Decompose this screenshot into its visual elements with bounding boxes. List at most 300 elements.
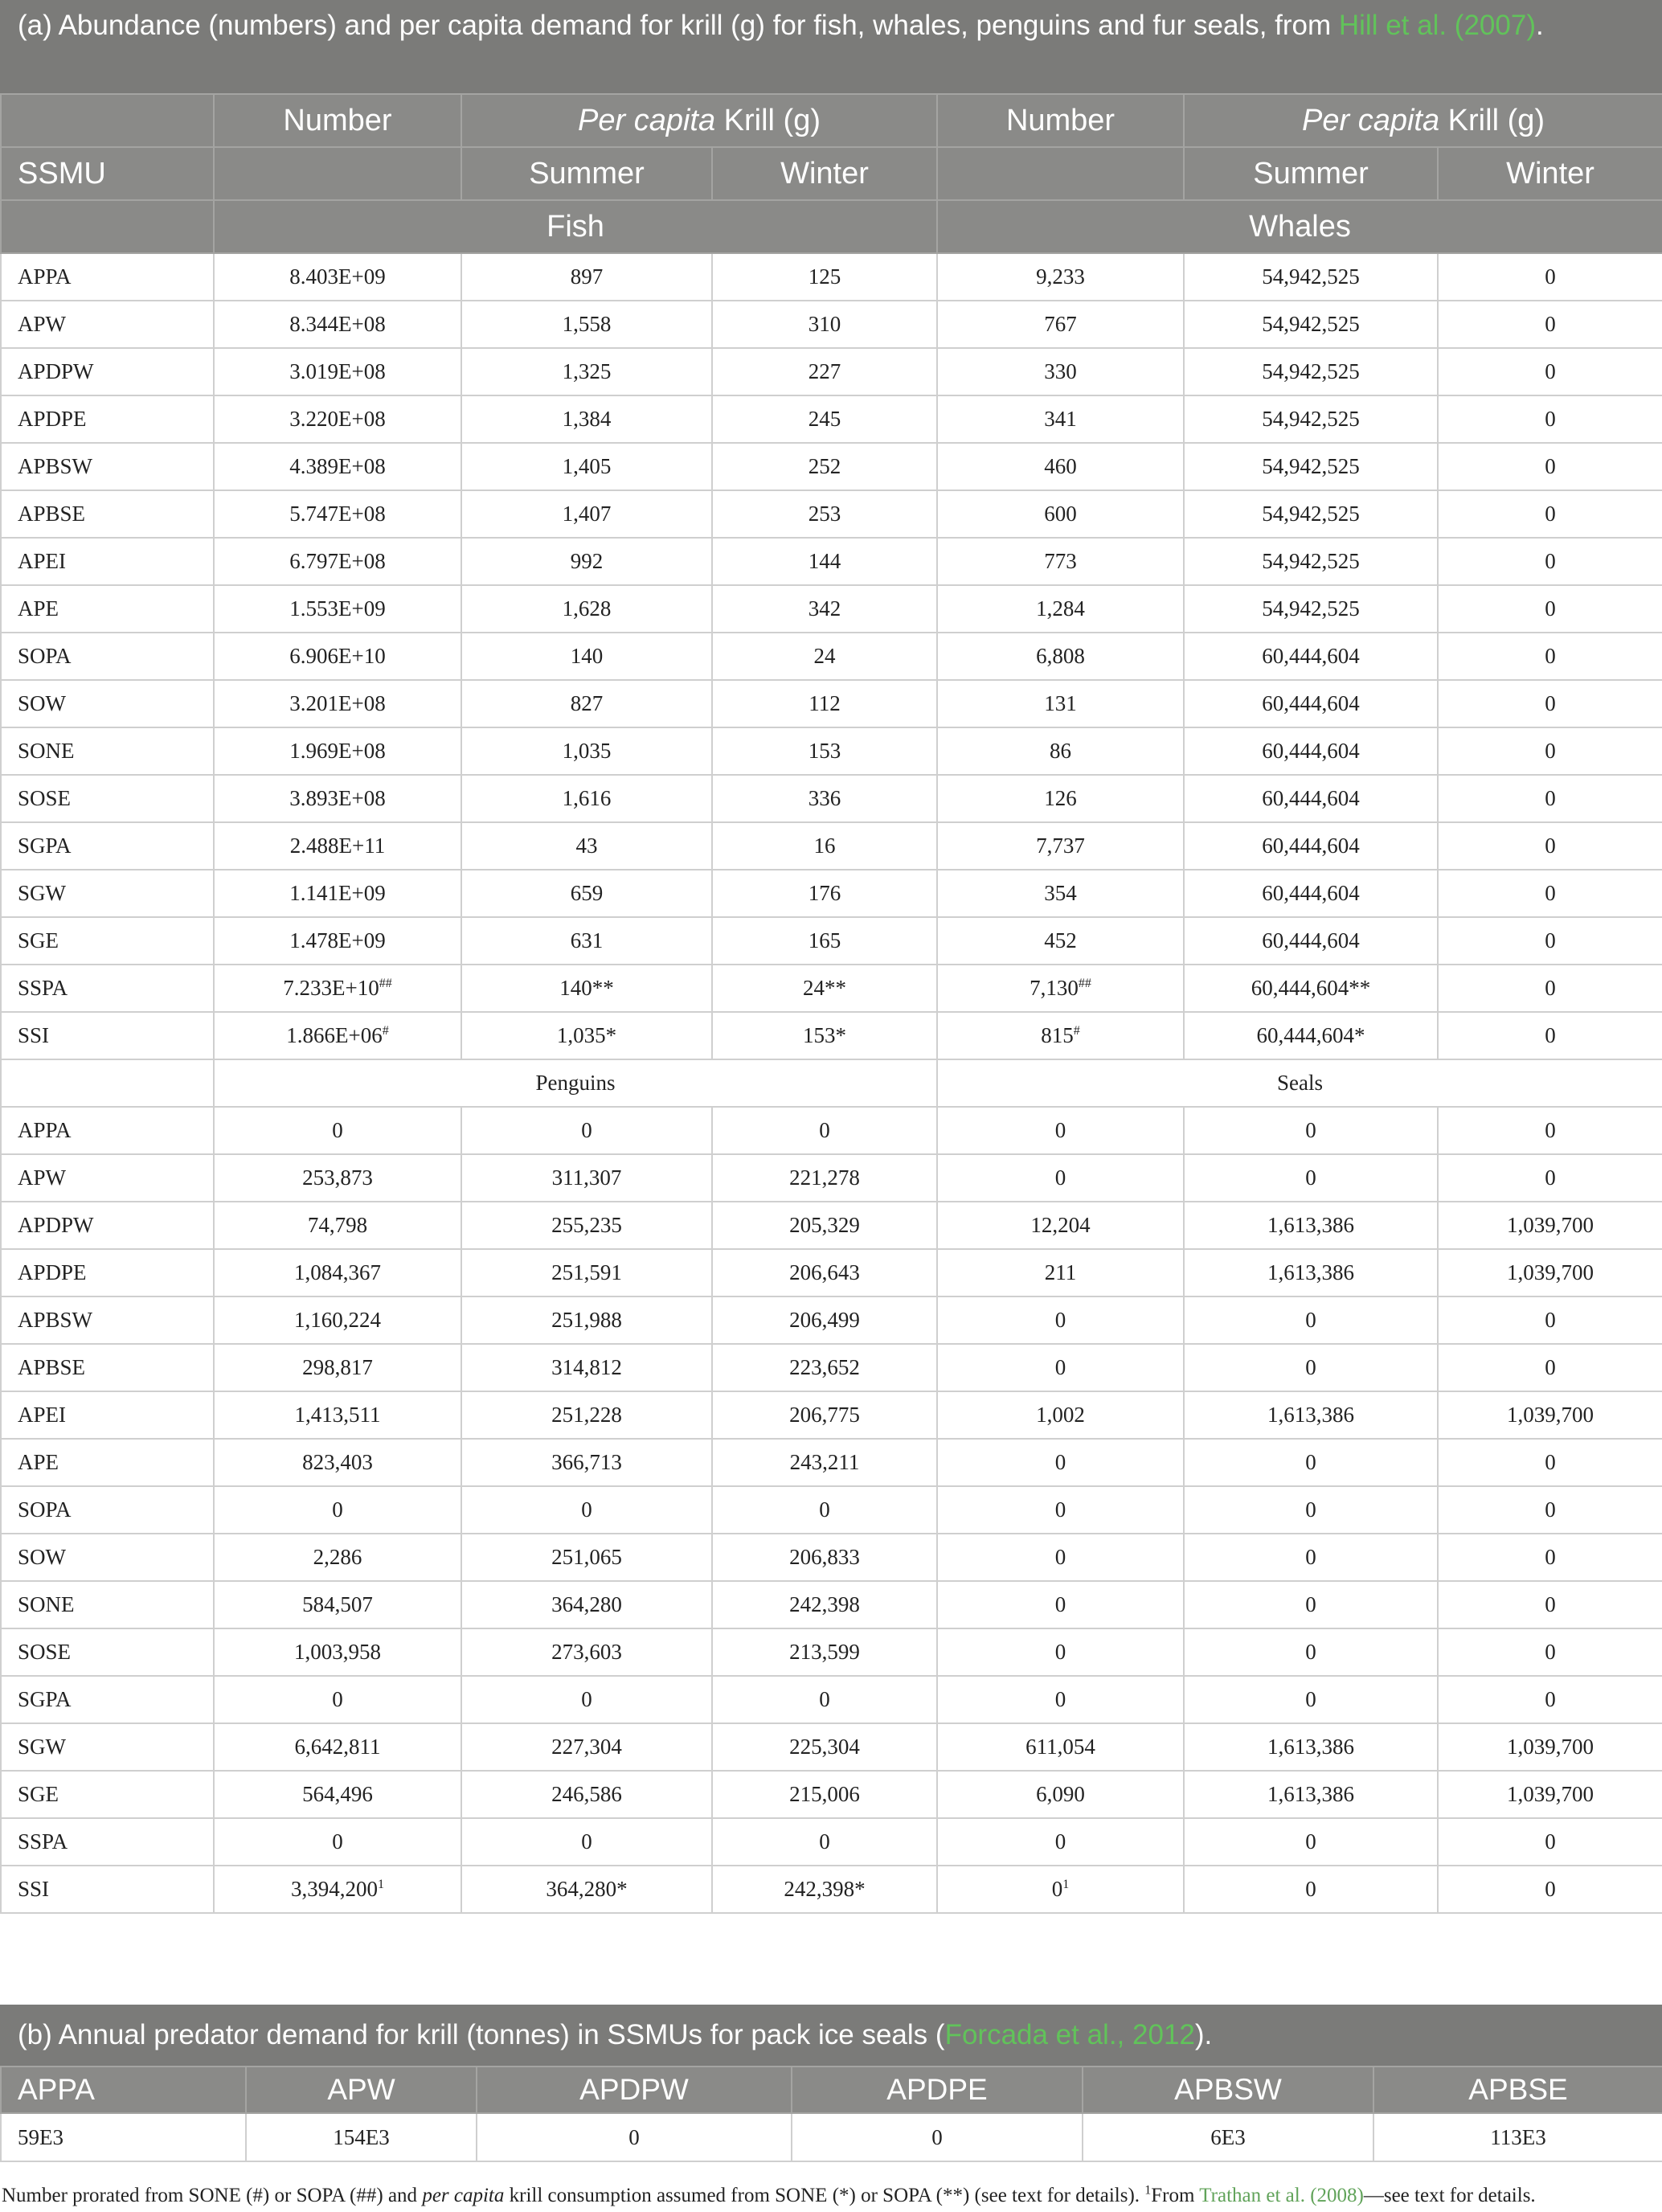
seal-winter-cell: 1,039,700 — [1438, 1202, 1662, 1249]
table-b-value-cell: 59E3 — [1, 2113, 246, 2161]
penguin-winter-cell: 0 — [712, 1818, 937, 1866]
group-seals: Seals — [937, 1059, 1662, 1107]
whale-number-cell: 600 — [937, 490, 1184, 538]
whale-number-cell: 773 — [937, 538, 1184, 585]
table-row — [1, 1391, 1662, 1439]
caption-a-text: (a) Abundance (numbers) and per capita demand for krill (g) for fish, whales, penguins and fur seals, from — [18, 10, 1339, 41]
fish-summer-cell: 140** — [461, 965, 712, 1012]
table-b-value-cell: 6E3 — [1083, 2113, 1373, 2161]
seal-summer-cell: 0 — [1184, 1628, 1438, 1676]
fish-winter-cell: 112 — [712, 680, 937, 727]
seal-winter-cell: 0 — [1438, 1676, 1662, 1723]
whale-number-cell: 1,284 — [937, 585, 1184, 633]
penguin-winter-cell: 242,398 — [712, 1581, 937, 1628]
ssmu-cell: SONE — [1, 727, 214, 775]
penguin-number-cell: 0 — [214, 1486, 461, 1534]
seal-number-cell: 0 — [937, 1344, 1184, 1391]
table-row — [1, 585, 1662, 633]
footnote-mark: ## — [379, 977, 392, 990]
table-row — [1, 775, 1662, 822]
fish-summer-cell: 1,035* — [461, 1012, 712, 1059]
whale-number-cell: 9,233 — [937, 253, 1184, 301]
fish-number-cell: 3.893E+08 — [214, 775, 461, 822]
fish-number-cell: 3.220E+08 — [214, 395, 461, 443]
seal-winter-cell: 0 — [1438, 1818, 1662, 1866]
fish-winter-cell: 165 — [712, 917, 937, 965]
fish-summer-cell: 1,558 — [461, 301, 712, 348]
whale-number-cell: 126 — [937, 775, 1184, 822]
whale-summer-cell: 54,942,525 — [1184, 253, 1438, 301]
seal-number-cell: 0 — [937, 1107, 1184, 1154]
fish-number-cell: 6.797E+08 — [214, 538, 461, 585]
penguin-summer-cell: 366,713 — [461, 1439, 712, 1486]
table-b-value-cell: 154E3 — [246, 2113, 477, 2161]
ssmu-cell: APEI — [1, 1391, 214, 1439]
table-b-header-cell: APPA — [1, 2067, 246, 2113]
fish-winter-cell: 245 — [712, 395, 937, 443]
whale-number-cell: 767 — [937, 301, 1184, 348]
seal-summer-cell: 1,613,386 — [1184, 1723, 1438, 1771]
seal-number-cell: 0 — [937, 1486, 1184, 1534]
table-row — [1, 1439, 1662, 1486]
table-b-caption — [0, 2005, 1662, 2066]
table-row — [1, 395, 1662, 443]
whale-summer-cell: 54,942,525 — [1184, 585, 1438, 633]
fish-summer-cell: 1,405 — [461, 443, 712, 490]
seal-summer-cell: 0 — [1184, 1296, 1438, 1344]
ssmu-cell: SOW — [1, 680, 214, 727]
table-row — [1, 1154, 1662, 1202]
table-row — [1, 1581, 1662, 1628]
whale-winter-cell: 0 — [1438, 775, 1662, 822]
table-row — [1, 348, 1662, 395]
value: 3,394,200 — [291, 1877, 378, 1901]
seal-number-cell — [937, 1866, 1184, 1913]
whale-summer-cell: 54,942,525 — [1184, 490, 1438, 538]
table-row — [1, 538, 1662, 585]
penguin-number-cell: 0 — [214, 1676, 461, 1723]
value: 7,130 — [1030, 976, 1079, 1000]
fish-summer-cell: 1,325 — [461, 348, 712, 395]
table-b-header-cell: APBSW — [1083, 2067, 1373, 2113]
table-row — [1, 1107, 1662, 1154]
table-row — [1, 1676, 1662, 1723]
penguin-summer-cell: 251,228 — [461, 1391, 712, 1439]
penguins-seals-body — [1, 1107, 1662, 1866]
seal-number-cell: 0 — [937, 1818, 1184, 1866]
fish-summer-cell: 1,616 — [461, 775, 712, 822]
seal-winter-cell: 0 — [1438, 1534, 1662, 1581]
penguin-summer-cell: 246,586 — [461, 1771, 712, 1818]
penguin-number-cell: 253,873 — [214, 1154, 461, 1202]
whale-winter-cell: 0 — [1438, 490, 1662, 538]
header-whales: Whales — [937, 200, 1662, 253]
table-row — [1, 1534, 1662, 1581]
table-b-header-cell: APW — [246, 2067, 477, 2113]
header-whale-per-capita — [1184, 94, 1662, 147]
header-empty — [937, 147, 1184, 200]
whale-winter-cell: 0 — [1438, 965, 1662, 1012]
table-row — [1, 965, 1662, 1012]
fish-summer-cell: 43 — [461, 822, 712, 870]
table-row — [1, 633, 1662, 680]
header-fish-winter: Winter — [712, 147, 937, 200]
table-b-value-cell: 0 — [792, 2113, 1083, 2161]
whale-winter-cell: 0 — [1438, 822, 1662, 870]
fish-winter-cell: 16 — [712, 822, 937, 870]
header-empty — [1, 200, 214, 253]
penguin-number-cell: 823,403 — [214, 1439, 461, 1486]
penguin-summer-cell: 0 — [461, 1676, 712, 1723]
seal-winter-cell: 1,039,700 — [1438, 1249, 1662, 1296]
ssmu-cell: APE — [1, 585, 214, 633]
penguin-number-cell: 0 — [214, 1107, 461, 1154]
penguin-winter-cell: 213,599 — [712, 1628, 937, 1676]
seal-number-cell: 0 — [937, 1676, 1184, 1723]
table-row — [1, 1866, 1662, 1913]
ssmu-cell: APBSE — [1, 1344, 214, 1391]
header-fish-number: Number — [214, 94, 461, 147]
whale-summer-cell: 60,444,604 — [1184, 633, 1438, 680]
fish-summer-cell: 827 — [461, 680, 712, 727]
fish-summer-cell: 1,035 — [461, 727, 712, 775]
table-a — [0, 93, 1662, 1914]
fish-summer-cell: 140 — [461, 633, 712, 680]
fish-winter-cell: 342 — [712, 585, 937, 633]
penguin-summer-cell: 227,304 — [461, 1723, 712, 1771]
penguin-winter-cell: 206,775 — [712, 1391, 937, 1439]
value: 0 — [1051, 1877, 1063, 1901]
penguin-winter-cell: 223,652 — [712, 1344, 937, 1391]
whale-summer-cell: 60,444,604 — [1184, 680, 1438, 727]
whale-summer-cell: 60,444,604* — [1184, 1012, 1438, 1059]
table-row — [1, 443, 1662, 490]
penguin-winter-cell: 242,398* — [712, 1866, 937, 1913]
header-empty — [214, 147, 461, 200]
ssmu-cell: SGE — [1, 917, 214, 965]
ssmu-cell: APPA — [1, 253, 214, 301]
fish-whales-body — [1, 253, 1662, 965]
whale-winter-cell: 0 — [1438, 253, 1662, 301]
forcada-2012-link[interactable]: Forcada et al., 2012 — [944, 2019, 1195, 2050]
table-row — [1, 870, 1662, 917]
penguin-winter-cell: 243,211 — [712, 1439, 937, 1486]
seal-summer-cell: 0 — [1184, 1154, 1438, 1202]
fish-summer-cell: 1,384 — [461, 395, 712, 443]
table-b-value-row — [1, 2113, 1662, 2161]
whale-summer-cell: 54,942,525 — [1184, 395, 1438, 443]
penguin-number-cell: 1,160,224 — [214, 1296, 461, 1344]
ssmu-cell: APDPW — [1, 348, 214, 395]
fish-winter-cell: 24** — [712, 965, 937, 1012]
whale-number-cell — [937, 1012, 1184, 1059]
ssmu-cell: APBSW — [1, 1296, 214, 1344]
header-row-2 — [1, 147, 1662, 200]
table-row — [1, 1628, 1662, 1676]
seal-number-cell: 0 — [937, 1534, 1184, 1581]
fish-number-cell: 3.019E+08 — [214, 348, 461, 395]
header-fish-per-capita — [461, 94, 937, 147]
ssmu-cell: APW — [1, 301, 214, 348]
fish-winter-cell: 310 — [712, 301, 937, 348]
footnote-text: From — [1151, 2185, 1200, 2206]
ssmu-cell: SSPA — [1, 1818, 214, 1866]
table-row — [1, 1486, 1662, 1534]
whale-winter-cell: 0 — [1438, 301, 1662, 348]
whale-winter-cell: 0 — [1438, 1012, 1662, 1059]
penguin-summer-cell: 0 — [461, 1107, 712, 1154]
seal-winter-cell: 0 — [1438, 1154, 1662, 1202]
seal-winter-cell: 0 — [1438, 1866, 1662, 1913]
group-penguins: Penguins — [214, 1059, 937, 1107]
value: 1.866E+06 — [286, 1023, 383, 1047]
seal-summer-cell: 0 — [1184, 1107, 1438, 1154]
seal-summer-cell: 0 — [1184, 1818, 1438, 1866]
whale-winter-cell: 0 — [1438, 917, 1662, 965]
penguin-number-cell: 6,642,811 — [214, 1723, 461, 1771]
table-b-header-cell: APDPE — [792, 2067, 1083, 2113]
seal-summer-cell: 0 — [1184, 1486, 1438, 1534]
per-capita-italic: Per capita — [1302, 103, 1440, 137]
whale-number-cell: 452 — [937, 917, 1184, 965]
table-row — [1, 253, 1662, 301]
ssmu-cell: SGW — [1, 1723, 214, 1771]
fish-number-cell: 1.478E+09 — [214, 917, 461, 965]
seal-summer-cell: 1,613,386 — [1184, 1202, 1438, 1249]
penguin-winter-cell: 205,329 — [712, 1202, 937, 1249]
seal-number-cell: 611,054 — [937, 1723, 1184, 1771]
ssmu-cell: APW — [1, 1154, 214, 1202]
whale-number-cell — [937, 965, 1184, 1012]
ssmu-cell: SSI — [1, 1012, 214, 1059]
seal-number-cell: 0 — [937, 1581, 1184, 1628]
per-capita-italic: Per capita — [578, 103, 716, 137]
seal-summer-cell: 0 — [1184, 1534, 1438, 1581]
penguin-summer-cell: 314,812 — [461, 1344, 712, 1391]
footnote-mark: 1 — [378, 1878, 384, 1891]
header-whale-number: Number — [937, 94, 1184, 147]
header-row-1 — [1, 94, 1662, 147]
fish-summer-cell: 1,407 — [461, 490, 712, 538]
penguin-winter-cell: 206,499 — [712, 1296, 937, 1344]
group-empty — [1, 1059, 214, 1107]
whale-number-cell: 354 — [937, 870, 1184, 917]
ssmu-cell: SOSE — [1, 1628, 214, 1676]
seal-number-cell: 0 — [937, 1154, 1184, 1202]
penguin-number-cell: 298,817 — [214, 1344, 461, 1391]
header-row-3 — [1, 200, 1662, 253]
fish-winter-cell: 252 — [712, 443, 937, 490]
ssmu-cell: SGE — [1, 1771, 214, 1818]
ssmu-cell: APBSE — [1, 490, 214, 538]
whale-summer-cell: 54,942,525 — [1184, 443, 1438, 490]
ssmu-cell: SOW — [1, 1534, 214, 1581]
whale-number-cell: 7,737 — [937, 822, 1184, 870]
fish-number-cell: 6.906E+10 — [214, 633, 461, 680]
seal-summer-cell: 1,613,386 — [1184, 1771, 1438, 1818]
footnote-mark: 1 — [1062, 1878, 1070, 1891]
penguin-winter-cell: 215,006 — [712, 1771, 937, 1818]
whale-summer-cell: 60,444,604 — [1184, 917, 1438, 965]
value: 7.233E+10 — [283, 976, 379, 1000]
penguin-number-cell: 74,798 — [214, 1202, 461, 1249]
whale-number-cell: 341 — [937, 395, 1184, 443]
whale-summer-cell: 60,444,604 — [1184, 822, 1438, 870]
ssmu-cell: APPA — [1, 1107, 214, 1154]
whale-number-cell: 131 — [937, 680, 1184, 727]
seal-number-cell: 211 — [937, 1249, 1184, 1296]
penguin-summer-cell: 0 — [461, 1818, 712, 1866]
whale-winter-cell: 0 — [1438, 395, 1662, 443]
fish-number-cell: 2.488E+11 — [214, 822, 461, 870]
table-b-value-cell: 0 — [477, 2113, 792, 2161]
fish-number-cell — [214, 965, 461, 1012]
whale-summer-cell: 60,444,604 — [1184, 775, 1438, 822]
penguin-summer-cell: 251,988 — [461, 1296, 712, 1344]
seal-winter-cell: 0 — [1438, 1107, 1662, 1154]
table-row — [1, 822, 1662, 870]
table-row — [1, 1723, 1662, 1771]
table-row — [1, 301, 1662, 348]
seal-summer-cell: 1,613,386 — [1184, 1249, 1438, 1296]
penguin-number-cell: 564,496 — [214, 1771, 461, 1818]
whale-winter-cell: 0 — [1438, 870, 1662, 917]
penguin-number-cell: 1,084,367 — [214, 1249, 461, 1296]
whale-winter-cell: 0 — [1438, 680, 1662, 727]
penguin-summer-cell: 255,235 — [461, 1202, 712, 1249]
seal-winter-cell: 0 — [1438, 1628, 1662, 1676]
table-a-caption — [0, 0, 1662, 93]
footnote-italic: per capita — [422, 2185, 505, 2206]
fish-summer-cell: 631 — [461, 917, 712, 965]
seal-number-cell: 1,002 — [937, 1391, 1184, 1439]
ssmu-cell: APDPW — [1, 1202, 214, 1249]
ssmu-cell: SOPA — [1, 1486, 214, 1534]
seal-winter-cell: 0 — [1438, 1486, 1662, 1534]
krill-g-label: Krill (g) — [1439, 103, 1545, 137]
group-row-penguins-seals — [1, 1059, 1662, 1107]
penguin-number-cell: 2,286 — [214, 1534, 461, 1581]
seal-number-cell: 0 — [937, 1628, 1184, 1676]
seal-number-cell: 0 — [937, 1439, 1184, 1486]
whale-summer-cell: 60,444,604 — [1184, 870, 1438, 917]
fish-summer-cell: 659 — [461, 870, 712, 917]
table-b-header-cell: APDPW — [477, 2067, 792, 2113]
header-whale-summer: Summer — [1184, 147, 1438, 200]
ssmu-cell: SOSE — [1, 775, 214, 822]
fish-summer-cell: 1,628 — [461, 585, 712, 633]
penguin-winter-cell: 0 — [712, 1107, 937, 1154]
whale-summer-cell: 54,942,525 — [1184, 538, 1438, 585]
header-fish: Fish — [214, 200, 937, 253]
hill-2007-link[interactable]: Hill et al. (2007) — [1338, 10, 1536, 41]
fish-winter-cell: 144 — [712, 538, 937, 585]
footnote-text: Number prorated from SONE (#) or SOPA (##) and — [2, 2185, 423, 2206]
trathan-2008-link[interactable]: Trathan et al. (2008) — [1199, 2185, 1364, 2206]
whale-winter-cell: 0 — [1438, 585, 1662, 633]
seal-winter-cell: 0 — [1438, 1581, 1662, 1628]
ssmu-cell: APDPE — [1, 395, 214, 443]
ssmu-cell: SGW — [1, 870, 214, 917]
table-row — [1, 1012, 1662, 1059]
ssmu-cell: SSI — [1, 1866, 214, 1913]
whale-number-cell: 6,808 — [937, 633, 1184, 680]
whale-summer-cell: 54,942,525 — [1184, 348, 1438, 395]
table-b-header-cell: APBSE — [1373, 2067, 1662, 2113]
fish-winter-cell: 24 — [712, 633, 937, 680]
footnote-mark: ## — [1078, 977, 1091, 990]
ssmu-cell: SGPA — [1, 822, 214, 870]
penguin-winter-cell: 225,304 — [712, 1723, 937, 1771]
table-row — [1, 1296, 1662, 1344]
table-row — [1, 727, 1662, 775]
table-row — [1, 917, 1662, 965]
penguin-winter-cell: 0 — [712, 1486, 937, 1534]
table-row — [1, 1249, 1662, 1296]
footnote-mark: # — [1073, 1024, 1080, 1038]
ssmu-cell: APBSW — [1, 443, 214, 490]
seal-summer-cell: 0 — [1184, 1439, 1438, 1486]
krill-g-label: Krill (g) — [715, 103, 821, 137]
header-ssmu: SSMU — [1, 147, 214, 200]
fish-number-cell: 8.403E+09 — [214, 253, 461, 301]
fish-number-cell: 1.141E+09 — [214, 870, 461, 917]
penguin-number-cell: 0 — [214, 1818, 461, 1866]
table-b-value-cell: 113E3 — [1373, 2113, 1662, 2161]
footnote-text: krill consumption assumed from SONE (*) or SOPA (**) (see text for details). — [504, 2185, 1145, 2206]
penguin-number-cell: 1,413,511 — [214, 1391, 461, 1439]
fish-winter-cell: 153* — [712, 1012, 937, 1059]
seal-winter-cell: 1,039,700 — [1438, 1391, 1662, 1439]
seal-winter-cell: 0 — [1438, 1439, 1662, 1486]
fish-number-cell: 8.344E+08 — [214, 301, 461, 348]
whale-winter-cell: 0 — [1438, 538, 1662, 585]
seal-summer-cell: 0 — [1184, 1581, 1438, 1628]
fish-number-cell: 1.969E+08 — [214, 727, 461, 775]
table-b-header-row — [1, 2067, 1662, 2113]
fish-number-cell: 4.389E+08 — [214, 443, 461, 490]
whale-summer-cell: 60,444,604** — [1184, 965, 1438, 1012]
footnote-mark: 1 — [1144, 2183, 1152, 2198]
seal-winter-cell: 1,039,700 — [1438, 1771, 1662, 1818]
penguin-summer-cell: 251,065 — [461, 1534, 712, 1581]
table-row — [1, 1202, 1662, 1249]
table-footnote — [0, 2180, 1662, 2212]
ssmu-cell: SOPA — [1, 633, 214, 680]
ssmu-cell: APDPE — [1, 1249, 214, 1296]
fish-winter-cell: 125 — [712, 253, 937, 301]
table-row — [1, 1771, 1662, 1818]
header-whale-winter: Winter — [1438, 147, 1662, 200]
whale-summer-cell: 54,942,525 — [1184, 301, 1438, 348]
fish-winter-cell: 253 — [712, 490, 937, 538]
penguin-summer-cell: 311,307 — [461, 1154, 712, 1202]
fish-summer-cell: 992 — [461, 538, 712, 585]
footnote-mark: # — [382, 1024, 389, 1038]
table-b — [0, 2066, 1662, 2162]
penguin-winter-cell: 206,643 — [712, 1249, 937, 1296]
ssmu-cell: SSPA — [1, 965, 214, 1012]
caption-a-suffix: . — [1535, 10, 1544, 41]
whale-winter-cell: 0 — [1438, 443, 1662, 490]
header-empty — [1, 94, 214, 147]
whale-winter-cell: 0 — [1438, 727, 1662, 775]
fish-winter-cell: 336 — [712, 775, 937, 822]
penguin-summer-cell: 273,603 — [461, 1628, 712, 1676]
seal-number-cell: 6,090 — [937, 1771, 1184, 1818]
fish-summer-cell: 897 — [461, 253, 712, 301]
header-fish-summer: Summer — [461, 147, 712, 200]
